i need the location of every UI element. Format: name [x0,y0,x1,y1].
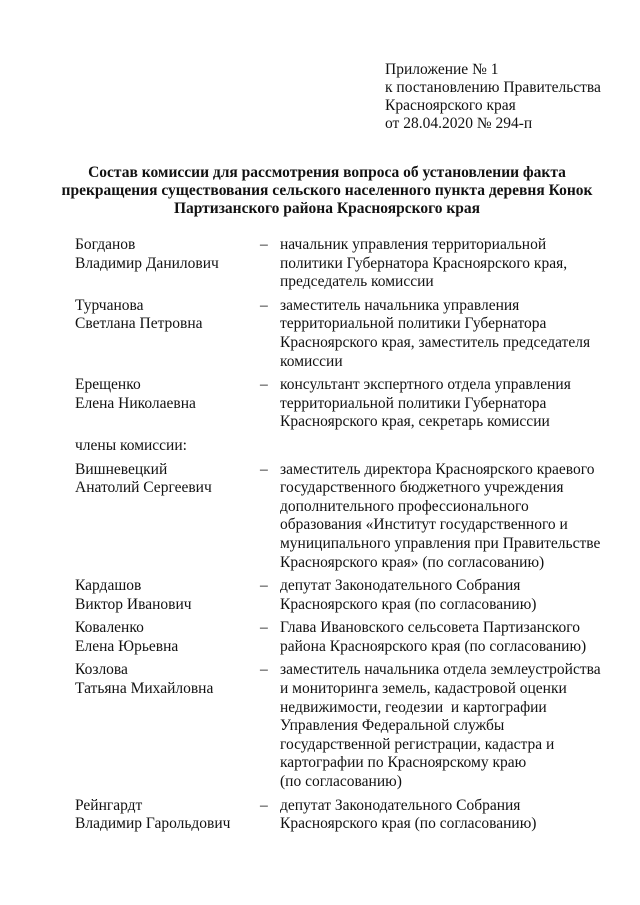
role-line: и мониторинга земель, кадастровой оценки [280,680,567,698]
members-section-label: члены комиссии: [75,436,187,454]
dash-separator: – [260,236,268,253]
role-line: заместитель начальника отдела землеустройства [280,661,601,679]
member-surname: Коваленко [75,619,144,637]
member-surname: Турчанова [75,296,144,314]
dash-separator: – [260,460,268,478]
role-line: государственной регистрации, кадастра и [280,735,555,753]
role-line: депутат Законодательного Собрания [280,577,521,595]
member-surname: Кардашов [75,577,142,595]
role-line: территориальной политики Губернатора [280,394,547,412]
role-line: территориальной политики Губернатора [280,315,547,333]
member-given-names: Анатолий Сергеевич [75,479,212,497]
member-entry [75,797,615,834]
role-line: заместитель начальника управления [280,296,520,314]
title-line: Партизанского района Красноярского края [173,200,481,217]
role-line: депутат Законодательного Собрания [280,796,521,814]
member-given-names: Елена Николаевна [75,394,196,412]
role-line: дополнительного профессионального [280,497,529,515]
member-entry [75,461,615,573]
role-line: Красноярского края (по согласованию) [280,595,537,613]
role-line: политики Губернатора Красноярского края, [280,254,568,272]
member-name [75,461,260,573]
appendix-reference: к постановлению Правительства [385,79,601,96]
dash-separator: – [260,376,268,394]
member-surname: Ерещенко [75,376,141,394]
member-role [280,461,615,573]
role-line: председатель комиссии [280,273,434,291]
member-surname: Рейнгардт [75,796,143,814]
member-entry [75,236,615,292]
member-entry [75,577,615,614]
member-given-names: Светлана Петровна [75,315,203,333]
appendix-authority: Красноярского края [385,97,516,114]
member-role [280,619,615,656]
member-name [75,297,260,371]
member-entry [75,661,615,791]
member-given-names: Виктор Иванович [75,595,192,613]
role-line: муниципального управления при Правительстве [280,534,601,552]
member-role [280,661,615,791]
dash-separator: – [260,577,268,595]
dash-separator: – [260,296,268,314]
member-surname: Вишневецкий [75,460,168,478]
appendix-number: Приложение № 1 [385,61,499,78]
role-line: комиссии [280,352,343,370]
member-name [75,577,260,614]
role-line: образования «Институт государственного и [280,516,568,534]
member-role [280,297,615,371]
role-line: Красноярского края, заместитель председателя [280,333,591,351]
member-name [75,619,260,656]
role-line: начальник управления территориальной [280,236,547,253]
role-line: государственного бюджетного учреждения [280,479,564,497]
member-surname: Богданов [75,236,136,253]
role-line: Глава Ивановского сельсовета Партизанского [280,619,580,637]
role-line: района Красноярского края (по согласованию) [280,637,587,655]
appendix-date-number: от 28.04.2020 № 294-п [385,115,533,132]
member-role [280,236,615,292]
member-given-names: Татьяна Михайловна [75,680,214,698]
member-name [75,797,260,834]
role-line: недвижимости, геодезии и картографии [280,698,547,716]
member-given-names: Владимир Гарольдович [75,815,231,833]
commission-list [75,236,615,839]
member-entry [75,619,615,656]
member-role [280,577,615,614]
member-given-names: Владимир Данилович [75,254,219,272]
role-line: заместитель директора Красноярского краевого [280,460,595,478]
title-line: Состав комиссии для рассмотрения вопроса об установлении факта [88,164,566,181]
member-role [280,797,615,834]
role-line: Красноярского края, секретарь комиссии [280,413,550,431]
role-line: Управления Федеральной службы [280,717,505,735]
title-line: прекращения существования сельского населенного пункта деревня Конок [61,182,593,199]
member-role [280,376,615,432]
dash-separator: – [260,619,268,637]
member-name [75,236,260,292]
member-surname: Козлова [75,661,128,679]
member-name [75,661,260,791]
document-title [40,164,614,218]
dash-separator: – [260,661,268,679]
role-line: (по согласованию) [280,773,402,791]
role-line: консультант экспертного отдела управления [280,376,571,394]
member-name [75,376,260,432]
member-given-names: Елена Юрьевна [75,637,179,655]
member-entry [75,376,615,432]
member-entry [75,297,615,371]
role-line: Красноярского края» (по согласованию) [280,553,545,571]
role-line: Красноярского края (по согласованию) [280,815,537,833]
dash-separator: – [260,796,268,814]
appendix-header [385,61,601,133]
role-line: картографии по Красноярскому краю [280,754,527,772]
